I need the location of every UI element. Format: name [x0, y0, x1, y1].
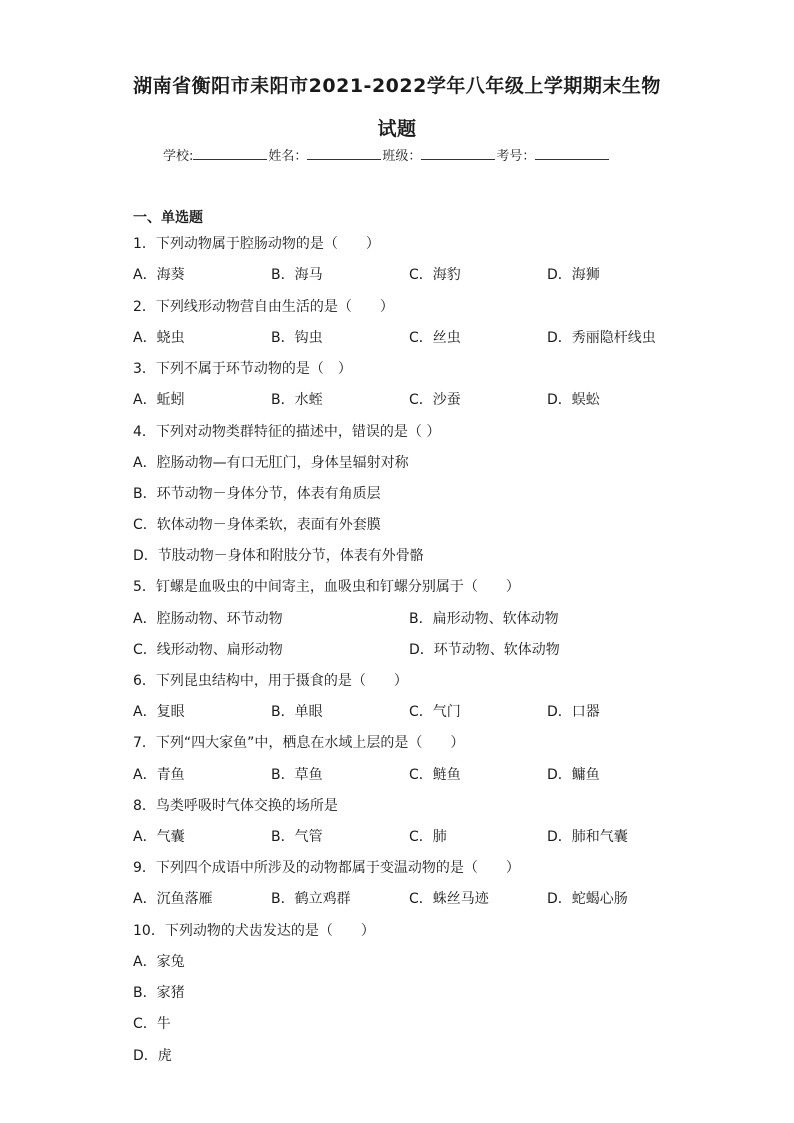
option-d: D．口器 [547, 704, 600, 720]
name-blank [307, 147, 381, 160]
option-b: B．水蛭 [271, 392, 323, 408]
question-stem: 8．鸟类呼吸时气体交换的场所是 [133, 798, 338, 814]
option-b: B．草鱼 [271, 767, 323, 783]
option-c: C．蛛丝马迹 [409, 891, 489, 907]
question-stem: 1．下列动物属于腔肠动物的是（ ） [133, 236, 380, 252]
option-a: A．复眼 [133, 704, 185, 720]
exam-no-label: 考号： [496, 149, 536, 164]
option-c: C．丝虫 [409, 330, 461, 346]
option-b: B．海马 [271, 267, 323, 283]
school-label: 学校: [163, 149, 194, 164]
option-b: B．家猪 [133, 985, 185, 1001]
option-c: C．牛 [133, 1016, 171, 1032]
option-a: A．腔肠动物—有口无肛门，身体呈辐射对称 [133, 455, 409, 471]
option-c: C．海豹 [409, 267, 461, 283]
option-c: C．鲢鱼 [409, 767, 461, 783]
option-b: B．单眼 [271, 704, 323, 720]
question-stem: 3．下列不属于环节动物的是（ ） [133, 361, 352, 377]
section-title: 一、单选题 [133, 210, 203, 226]
question-stem: 4．下列对动物类群特征的描述中，错误的是（ ） [133, 424, 441, 440]
question-stem: 2．下列线形动物营自由生活的是（ ） [133, 299, 394, 315]
option-a: A．气囊 [133, 829, 185, 845]
option-d: D．虎 [133, 1048, 172, 1064]
option-a: A．蚯蚓 [133, 392, 185, 408]
option-d: D．蜈蚣 [547, 392, 600, 408]
option-a: A．青鱼 [133, 767, 185, 783]
school-blank [193, 147, 267, 160]
class-label: 班级： [382, 149, 422, 164]
option-d: D．秀丽隐杆线虫 [547, 330, 656, 346]
option-b: B．环节动物－身体分节，体表有角质层 [133, 486, 381, 502]
option-a: A．蛲虫 [133, 330, 185, 346]
option-b: B．鹤立鸡群 [271, 891, 351, 907]
option-c: C．软体动物－身体柔软，表面有外套膜 [133, 517, 381, 533]
question-stem: 6．下列昆虫结构中，用于摄食的是（ ） [133, 673, 408, 689]
name-label: 姓名： [268, 149, 308, 164]
class-blank [421, 147, 495, 160]
option-c: C．沙蚕 [409, 392, 461, 408]
option-d: D．肺和气囊 [547, 829, 628, 845]
exam-no-blank [535, 147, 609, 160]
student-info-row [163, 145, 610, 164]
option-c: C．线形动物、扁形动物 [133, 642, 283, 658]
option-d: D．蛇蝎心肠 [547, 891, 628, 907]
option-c: C．肺 [409, 829, 447, 845]
option-d: D．海狮 [547, 267, 600, 283]
option-a: A．沉鱼落雁 [133, 891, 213, 907]
question-stem: 5．钉螺是血吸虫的中间寄主，血吸虫和钉螺分别属于（ ） [133, 579, 520, 595]
option-d: D．鳙鱼 [547, 767, 600, 783]
option-a: A．腔肠动物、环节动物 [133, 611, 283, 627]
option-a: A．海葵 [133, 267, 185, 283]
option-b: B．气管 [271, 829, 323, 845]
question-stem: 10．下列动物的犬齿发达的是（ ） [133, 923, 375, 939]
question-stem: 7．下列“四大家鱼”中，栖息在水域上层的是（ ） [133, 735, 465, 751]
option-b: B．扁形动物、软体动物 [409, 611, 559, 627]
question-stem: 9．下列四个成语中所涉及的动物都属于变温动物的是（ ） [133, 860, 520, 876]
option-c: C．气门 [409, 704, 461, 720]
exam-title-line1: 湖南省衡阳市耒阳市2021-2022学年八年级上学期期末生物 [133, 75, 661, 97]
option-a: A．家兔 [133, 954, 185, 970]
option-b: B．钩虫 [271, 330, 323, 346]
option-d: D．环节动物、软体动物 [409, 642, 560, 658]
exam-title-line2: 试题 [377, 118, 417, 140]
option-d: D．节肢动物－身体和附肢分节，体表有外骨骼 [133, 548, 424, 564]
